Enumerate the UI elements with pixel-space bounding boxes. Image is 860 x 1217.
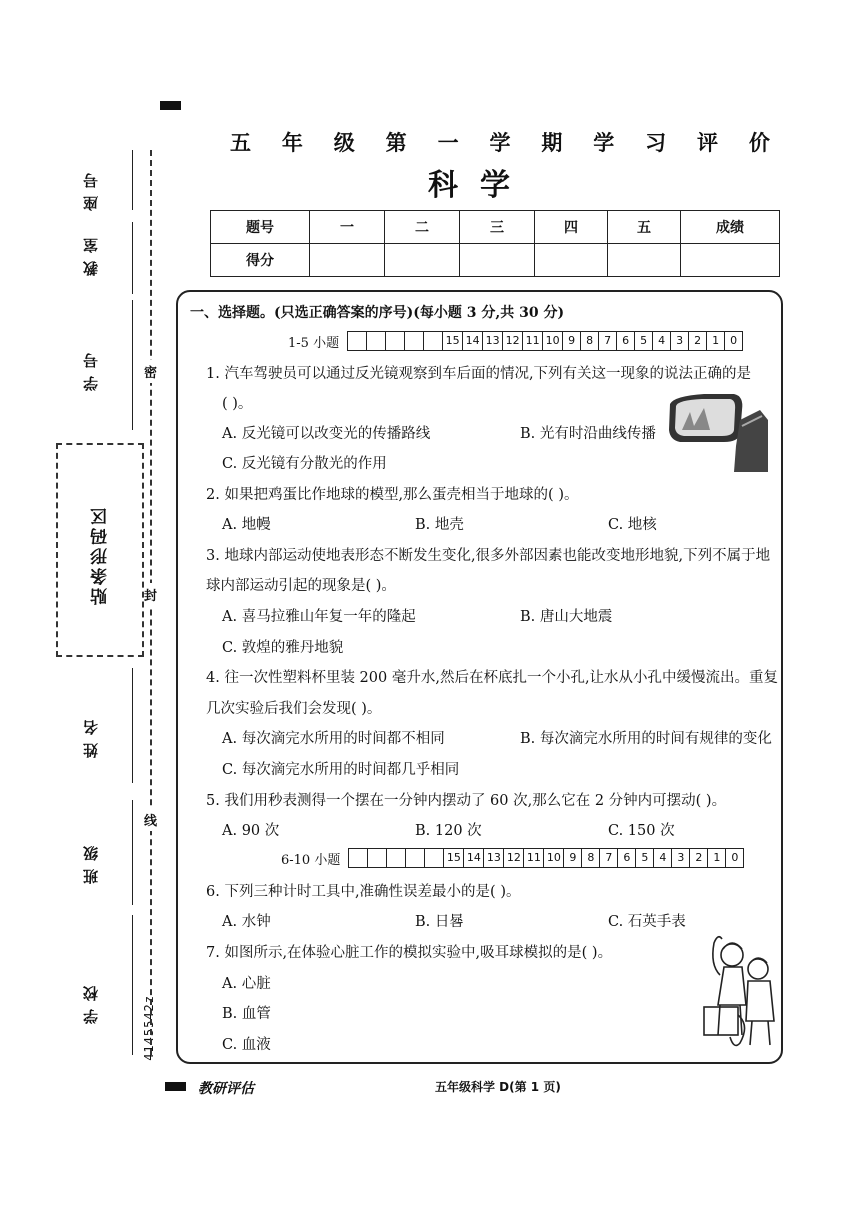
school-line	[132, 915, 133, 1055]
score-header-cell: 一	[310, 211, 385, 244]
question-2-option-a: A. 地幔	[222, 517, 271, 533]
score-number: 3	[671, 332, 689, 350]
answer-box[interactable]	[348, 332, 367, 350]
score-number: 13	[483, 332, 503, 350]
score-cell[interactable]	[310, 244, 385, 277]
question-1-option-c: C. 反光镜有分散光的作用	[222, 456, 387, 472]
score-table-score-row	[211, 244, 780, 277]
question-7-option-c: C. 血液	[222, 1037, 271, 1053]
score-header-cell: 五	[608, 211, 681, 244]
title-char: 评	[697, 130, 719, 155]
seal-char-feng: 封	[144, 583, 157, 606]
score-number: 11	[523, 332, 543, 350]
question-6-option-c: C. 石英手表	[608, 914, 686, 930]
heart-experiment-image	[690, 925, 780, 1050]
title-char: 学	[593, 130, 615, 155]
answer-box[interactable]	[368, 849, 387, 867]
answer-box[interactable]	[387, 849, 406, 867]
title-char: 年	[281, 130, 303, 155]
question-5-option-c: C. 150 次	[608, 823, 675, 839]
score-number: 8	[581, 332, 599, 350]
score-number: 2	[690, 849, 708, 867]
score-number: 9	[563, 332, 581, 350]
answer-grid-1-5	[288, 331, 743, 351]
question-4-option-a: A. 每次滴完水所用的时间都不相同	[222, 731, 445, 747]
score-number: 2	[689, 332, 707, 350]
section-heading: 一、选择题。(只选正确答案的序号)(每小题 3 分,共 30 分)	[190, 305, 565, 321]
answer-box[interactable]	[406, 849, 425, 867]
score-number: 10	[543, 332, 563, 350]
registration-mark-top	[160, 101, 181, 110]
score-header-cell: 成绩	[681, 211, 780, 244]
question-5-stem: 5. 我们用秒表测得一个摆在一分钟内摆动了 60 次,那么它在 2 分钟内可摆动( )。	[206, 793, 727, 809]
name-label: 姓名	[82, 712, 100, 758]
title-char: 习	[645, 130, 667, 155]
question-6-stem: 6. 下列三种计时工具中,准确性误差最小的是( )。	[206, 884, 521, 900]
score-number: 1	[708, 849, 726, 867]
score-row-label: 得分	[211, 244, 310, 277]
question-3-option-c: C. 敦煌的雅丹地貌	[222, 640, 344, 656]
score-number: 8	[582, 849, 600, 867]
score-number: 6	[617, 332, 635, 350]
score-header-cell: 四	[535, 211, 608, 244]
question-3-option-a: A. 喜马拉雅山年复一年的隆起	[222, 609, 416, 625]
score-cell[interactable]	[535, 244, 608, 277]
classroom-label: 教室	[82, 230, 100, 276]
title-char: 期	[541, 130, 563, 155]
answer-box[interactable]	[425, 849, 444, 867]
question-1-option-b: B. 光有时沿曲线传播	[520, 426, 656, 442]
question-5-option-b: B. 120 次	[415, 823, 482, 839]
question-7-option-a: A. 心脏	[222, 976, 271, 992]
question-7-stem: 7. 如图所示,在体验心脏工作的模拟实验中,吸耳球模拟的是( )。	[206, 945, 613, 961]
title-char: 一	[437, 130, 459, 155]
question-4-option-c: C. 每次滴完水所用的时间都几乎相同	[222, 762, 460, 778]
score-number: 14	[464, 849, 484, 867]
answer-grid-label: 1-5 小题	[288, 335, 340, 351]
seat-number-label: 座号	[82, 165, 100, 211]
score-number: 5	[636, 849, 654, 867]
question-2-stem: 2. 如果把鸡蛋比作地球的模型,那么蛋壳相当于地球的( )。	[206, 487, 579, 503]
footer-publisher: 教研评估	[198, 1081, 254, 1097]
barcode-label: 贴条形码区	[91, 505, 111, 605]
score-number: 15	[444, 849, 464, 867]
classroom-line	[132, 222, 133, 294]
score-cell[interactable]	[681, 244, 780, 277]
question-2-option-b: B. 地壳	[415, 517, 464, 533]
score-number: 10	[544, 849, 564, 867]
question-4-stem-line2: 几次实验后我们会发现( )。	[206, 701, 382, 717]
name-line	[132, 668, 133, 783]
answer-grid-label: 6-10 小题	[281, 852, 341, 868]
score-number: 12	[503, 332, 523, 350]
score-number: 7	[599, 332, 617, 350]
serial-number: 4145542z	[142, 995, 156, 1061]
title-char: 级	[333, 130, 355, 155]
question-3-stem-line2: 球内部运动引起的现象是( )。	[206, 578, 396, 594]
score-number: 12	[504, 849, 524, 867]
score-number: 4	[654, 849, 672, 867]
question-7-option-b: B. 血管	[222, 1006, 271, 1022]
question-6-option-a: A. 水钟	[222, 914, 271, 930]
question-3-option-b: B. 唐山大地震	[520, 609, 613, 625]
score-number: 11	[524, 849, 544, 867]
seal-char-xian: 线	[144, 808, 157, 831]
score-number: 0	[731, 851, 739, 864]
score-header-cell: 题号	[211, 211, 310, 244]
question-1-option-a: A. 反光镜可以改变光的传播路线	[222, 426, 431, 442]
subject-title: 科学	[428, 168, 532, 203]
answer-box[interactable]	[405, 332, 424, 350]
score-table	[210, 210, 780, 277]
answer-box[interactable]	[424, 332, 443, 350]
question-6-option-b: B. 日晷	[415, 914, 464, 930]
score-number: 0	[730, 334, 738, 347]
school-label: 学校	[82, 978, 100, 1024]
score-cell[interactable]	[385, 244, 460, 277]
answer-grid-6-10	[281, 848, 744, 868]
class-line	[132, 800, 133, 905]
seal-char-mi: 密	[144, 360, 157, 383]
answer-box[interactable]	[367, 332, 386, 350]
question-1-blank: ( )。	[222, 396, 253, 412]
title-char: 五	[230, 130, 251, 155]
question-3-stem-line1: 3. 地球内部运动使地表形态不断发生变化,很多外部因素也能改变地形地貌,下列不属于地	[206, 548, 771, 564]
title-char: 学	[489, 130, 511, 155]
title-char: 价	[748, 130, 770, 155]
score-number: 15	[443, 332, 463, 350]
score-number: 13	[484, 849, 504, 867]
score-number: 7	[600, 849, 618, 867]
score-table-header-row	[211, 211, 780, 244]
car-mirror-image	[664, 390, 770, 472]
score-number: 14	[463, 332, 483, 350]
question-4-stem-line1: 4. 往一次性塑料杯里装 200 毫升水,然后在杯底扎一个小孔,让水从小孔中缓慢流出。重复	[206, 670, 779, 686]
score-cell[interactable]	[608, 244, 681, 277]
question-1-stem: 1. 汽车驾驶员可以通过反光镜观察到车后面的情况,下列有关这一现象的说法正确的是	[206, 366, 752, 382]
score-header-cell: 二	[385, 211, 460, 244]
score-number: 3	[672, 849, 690, 867]
footer-page-info: 五年级科学 D(第 1 页)	[435, 1080, 561, 1094]
question-2-option-c: C. 地核	[608, 517, 657, 533]
score-number: 6	[618, 849, 636, 867]
score-cell[interactable]	[460, 244, 535, 277]
student-number-line	[132, 300, 133, 430]
exam-title	[230, 127, 770, 157]
score-number: 9	[564, 849, 582, 867]
answer-cells	[347, 331, 743, 351]
score-number: 5	[635, 332, 653, 350]
registration-mark-bottom	[165, 1082, 186, 1091]
score-number: 4	[653, 332, 671, 350]
student-number-label: 学号	[82, 345, 100, 391]
question-5-option-a: A. 90 次	[222, 823, 280, 839]
class-label: 班级	[82, 838, 100, 884]
score-number: 1	[707, 332, 725, 350]
title-char: 第	[385, 130, 407, 155]
score-header-cell: 三	[460, 211, 535, 244]
question-4-option-b: B. 每次滴完水所用的时间有规律的变化	[520, 731, 772, 747]
answer-box[interactable]	[349, 849, 368, 867]
answer-cells	[348, 848, 744, 868]
answer-box[interactable]	[386, 332, 405, 350]
